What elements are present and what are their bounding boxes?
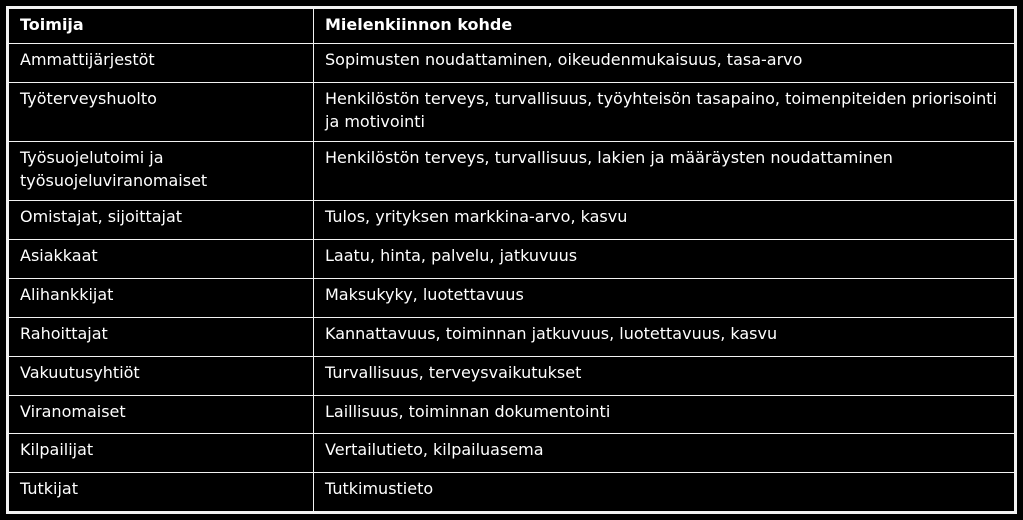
table-row [9,317,1015,356]
actor-cell: Rahoittajat [9,317,314,356]
interest-cell: Tutkimustieto [314,473,1015,512]
table-row [9,240,1015,279]
actor-cell: Asiakkaat [9,240,314,279]
actor-cell: Alihankkijat [9,279,314,318]
interest-cell: Henkilöstön terveys, turvallisuus, työyhteisön tasapaino, toimenpiteiden priorisointi ja motivointi [314,82,1015,141]
actor-cell: Omistajat, sijoittajat [9,201,314,240]
header-toimija: Toimija [9,9,314,44]
interest-cell: Vertailutieto, kilpailuasema [314,434,1015,473]
interest-cell: Henkilöstön terveys, turvallisuus, lakien ja määräysten noudattaminen [314,142,1015,201]
table-header-row [9,9,1015,44]
interest-cell: Tulos, yrityksen markkina-arvo, kasvu [314,201,1015,240]
table-row [9,356,1015,395]
interest-cell: Laillisuus, toiminnan dokumentointi [314,395,1015,434]
interest-cell: Laatu, hinta, palvelu, jatkuvuus [314,240,1015,279]
table-row [9,473,1015,512]
table-row [9,279,1015,318]
table-row [9,434,1015,473]
actor-cell: Ammattijärjestöt [9,44,314,83]
header-mielenkiinnon-kohde: Mielenkiinnon kohde [314,9,1015,44]
table-row [9,142,1015,201]
actor-cell: Tutkijat [9,473,314,512]
interest-cell: Sopimusten noudattaminen, oikeudenmukaisuus, tasa-arvo [314,44,1015,83]
actor-cell: Vakuutusyhtiöt [9,356,314,395]
stakeholder-table [8,8,1015,512]
actor-cell: Työterveyshuolto [9,82,314,141]
table-row [9,201,1015,240]
actor-cell: Työsuojelutoimi ja työsuojeluviranomaiset [9,142,314,201]
table-row [9,82,1015,141]
stakeholder-table-container [6,6,1017,514]
table-row [9,395,1015,434]
interest-cell: Maksukyky, luotettavuus [314,279,1015,318]
actor-cell: Kilpailijat [9,434,314,473]
actor-cell: Viranomaiset [9,395,314,434]
interest-cell: Kannattavuus, toiminnan jatkuvuus, luotettavuus, kasvu [314,317,1015,356]
interest-cell: Turvallisuus, terveysvaikutukset [314,356,1015,395]
table-row [9,44,1015,83]
